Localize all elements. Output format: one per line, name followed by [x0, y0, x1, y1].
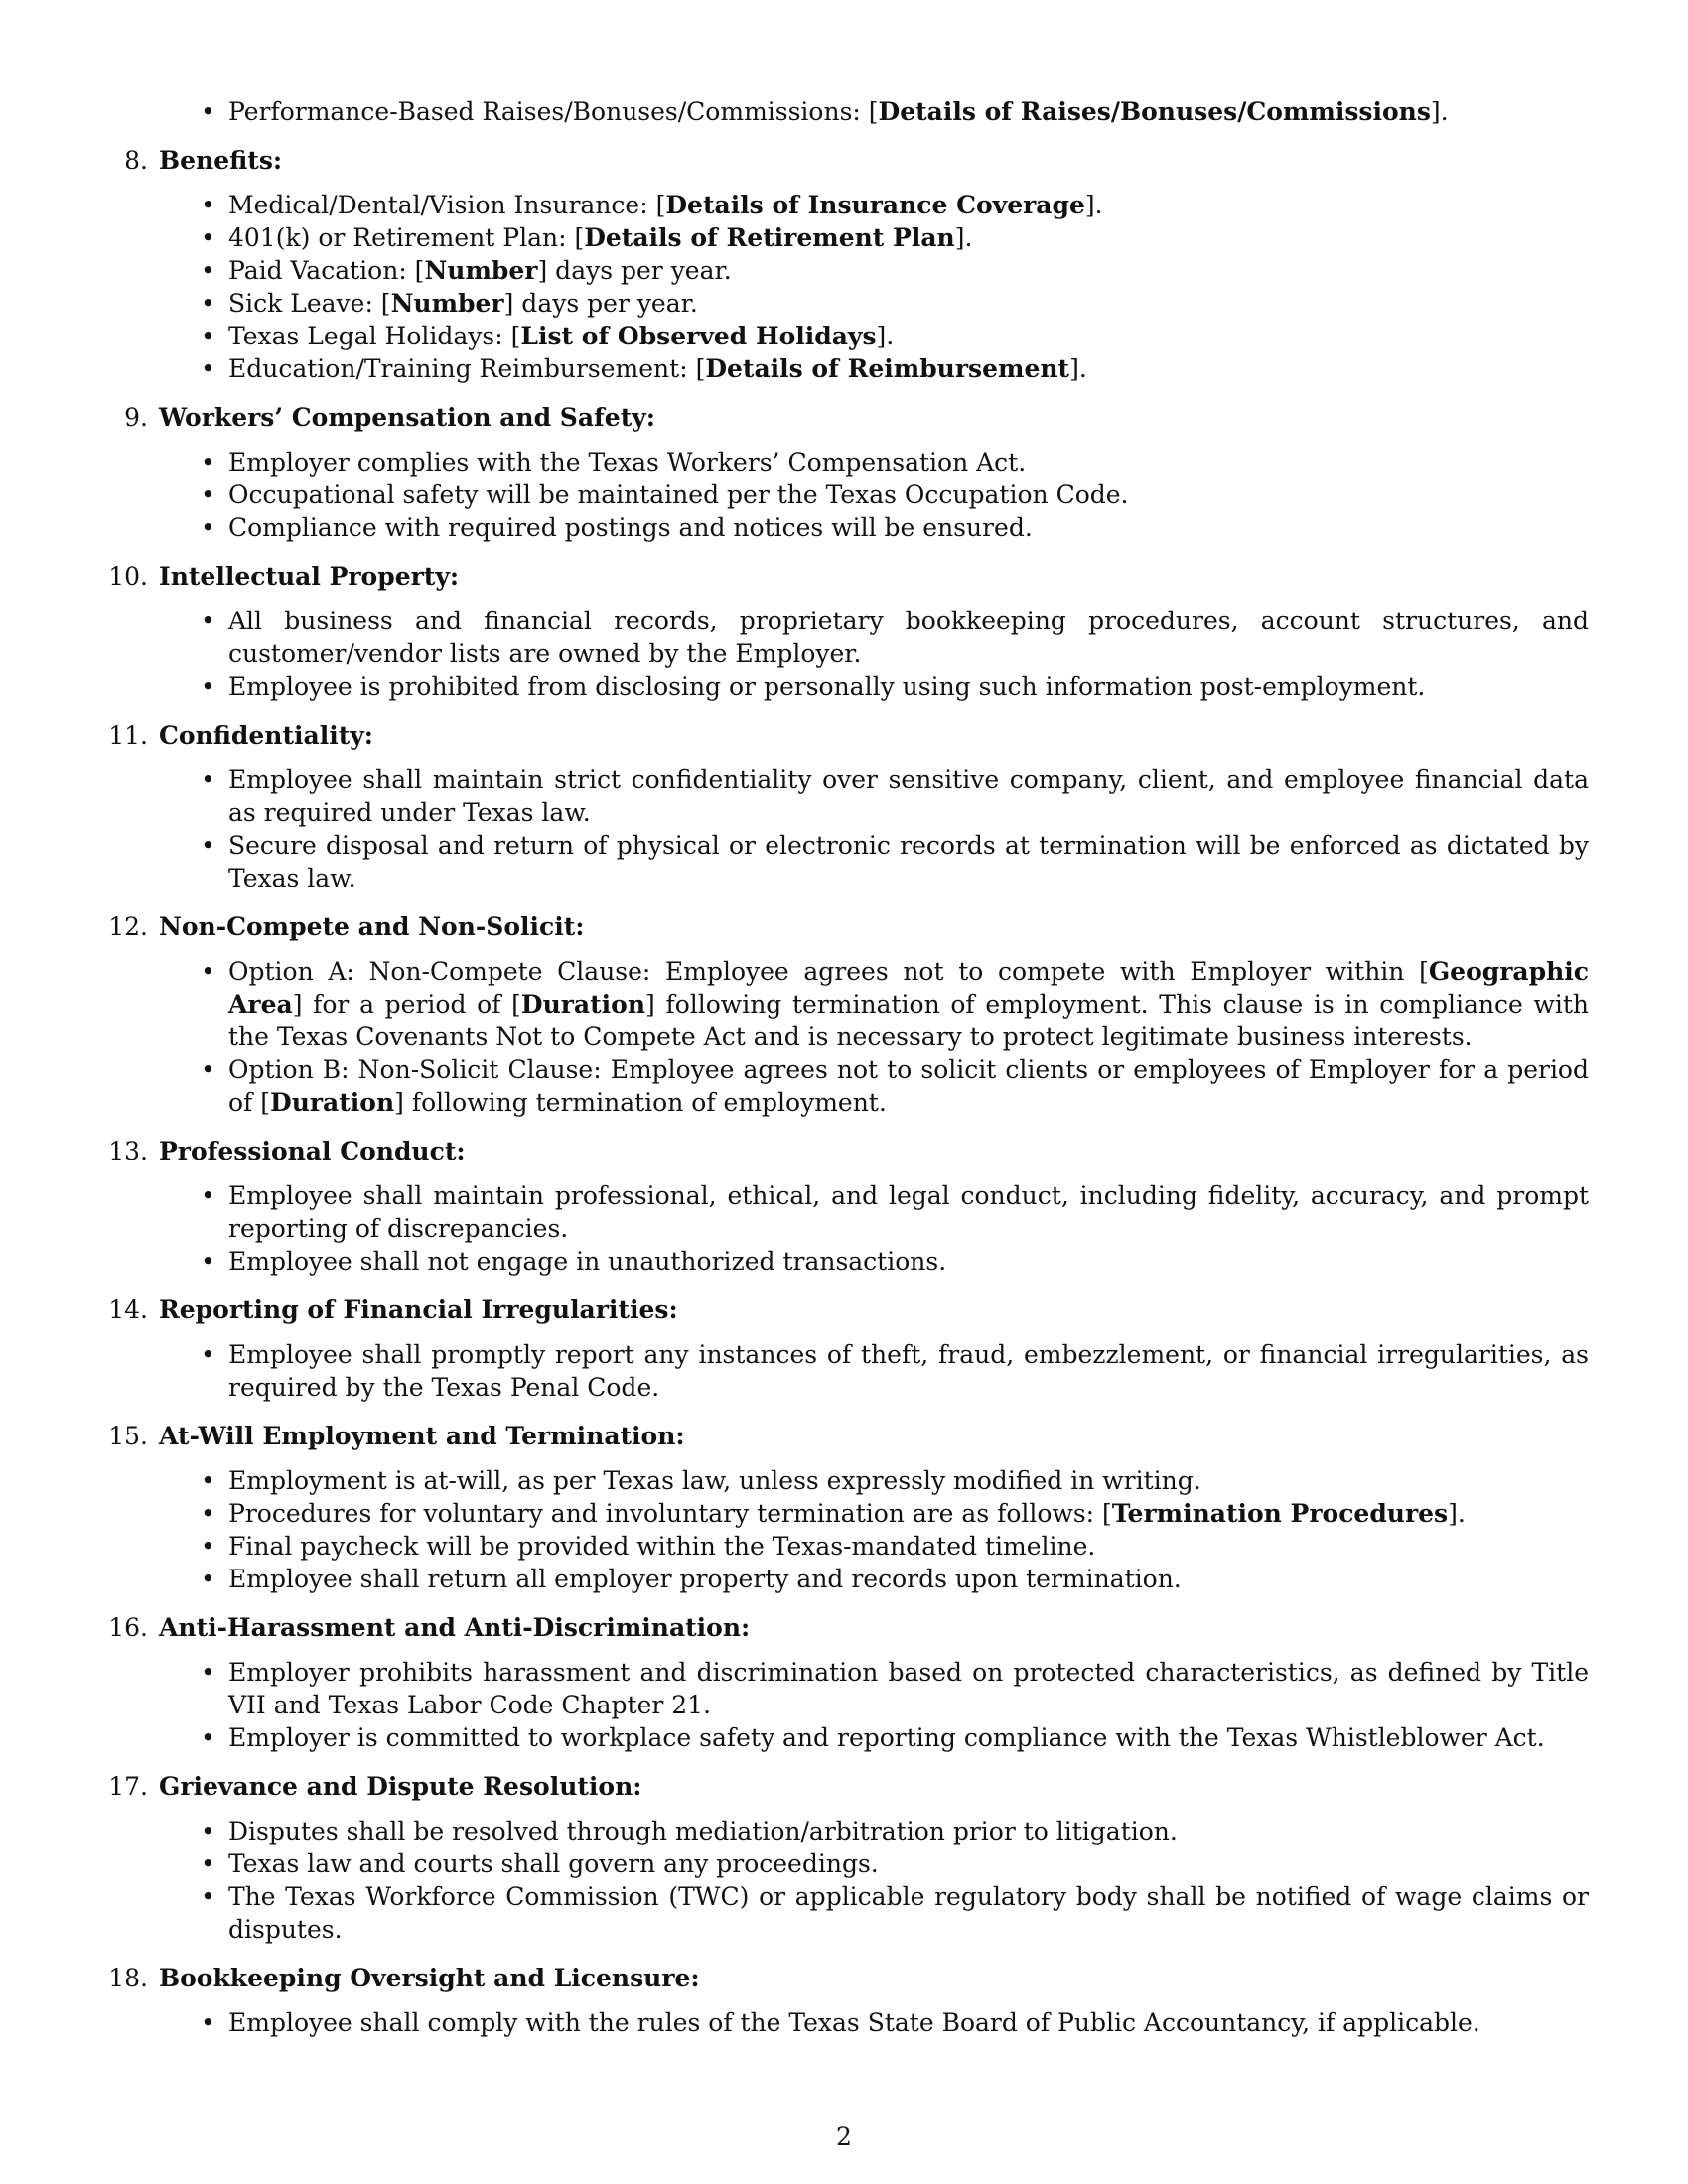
bullet-list [159, 189, 1589, 385]
section-heading [108, 1294, 1589, 1326]
section-heading [108, 560, 1589, 593]
section-professional-conduct [108, 1135, 1589, 1278]
section-title: Benefits: [159, 146, 283, 175]
placeholder-field: Duration [270, 1088, 395, 1117]
bullet-item: • Education/Training Reimbursement: [Details of Reimbursement]. [159, 352, 1589, 385]
bullet-item: • Option A: Non-Compete Clause: Employee agrees not to compete with Employer within [Geographic Area] for a period of [Duration] following termination of employment. This clause is in compliance with the Texas Covenants Not to Compete Act and is necessary to protect legitimate business interests. [159, 955, 1589, 1053]
bullet-item: • 401(k) or Retirement Plan: [Details of Retirement Plan]. [159, 221, 1589, 254]
bullet-item: • Compliance with required postings and notices will be ensured. [159, 511, 1589, 544]
bullet-item: • Employment is at-will, as per Texas law, unless expressly modified in writing. [159, 1464, 1589, 1497]
bullet-item: • Option B: Non-Solicit Clause: Employee agrees not to solicit clients or employees of Employer for a period of [Duration] following termination of employment. [159, 1053, 1589, 1119]
bullet-list [159, 1338, 1589, 1404]
bullet-item: • Texas Legal Holidays: [List of Observed Holidays]. [159, 320, 1589, 352]
placeholder-field: List of Observed Holidays [520, 322, 877, 350]
section-intellectual-property [108, 560, 1589, 703]
bullet-item: • Employee shall promptly report any instances of theft, fraud, embezzlement, or financial irregularities, as required by the Texas Penal Code. [159, 1338, 1589, 1404]
section-at-will-employment [108, 1420, 1589, 1595]
section-heading [108, 1611, 1589, 1644]
section-number: 17. [108, 1772, 148, 1801]
bullet-item: • Employee shall maintain strict confidentiality over sensitive company, client, and employee financial data as required under Texas law. [159, 763, 1589, 829]
placeholder-field: Number [424, 256, 538, 285]
section-confidentiality [108, 719, 1589, 894]
section-title: Grievance and Dispute Resolution: [159, 1772, 642, 1801]
section-bookkeeping-oversight [108, 1962, 1589, 2039]
section-heading [108, 1135, 1589, 1167]
section-heading [108, 1770, 1589, 1803]
bullet-list [159, 605, 1589, 703]
bullet-item: • Employee shall return all employer property and records upon termination. [159, 1563, 1589, 1595]
section-heading [108, 719, 1589, 751]
placeholder-field: Termination Procedures [1111, 1499, 1449, 1528]
section-anti-harassment [108, 1611, 1589, 1754]
bullet-item: • Employee shall maintain professional, ethical, and legal conduct, including fidelity, accuracy, and prompt reporting of discrepancies. [159, 1179, 1589, 1245]
section-non-compete [108, 910, 1589, 1119]
section-number: 15. [108, 1422, 148, 1450]
section-heading [108, 1962, 1589, 1994]
bullet-list [159, 446, 1589, 544]
bullet-item: • Employee shall comply with the rules of the Texas State Board of Public Accountancy, if applicable. [159, 2006, 1589, 2039]
bullet-item: • Paid Vacation: [Number] days per year. [159, 254, 1589, 287]
bullet-text: Performance-Based Raises/Bonuses/Commissions: [ [228, 97, 879, 126]
section-number: 16. [108, 1613, 148, 1642]
section-financial-irregularities [108, 1294, 1589, 1404]
placeholder-field: Number [390, 289, 504, 318]
bullet-item: • Employer is committed to workplace safety and reporting compliance with the Texas Whistleblower Act. [159, 1721, 1589, 1754]
section-title: Reporting of Financial Irregularities: [159, 1296, 678, 1324]
bullet-list [159, 2006, 1589, 2039]
section-title: Confidentiality: [159, 721, 374, 750]
document-body [108, 95, 1589, 2039]
section-title: Anti-Harassment and Anti-Discrimination: [159, 1613, 751, 1642]
section-number: 14. [108, 1296, 148, 1324]
section-title: Workers’ Compensation and Safety: [159, 403, 655, 432]
intro-bullet-list [159, 95, 1589, 128]
bullet-item: • Employer complies with the Texas Workers’ Compensation Act. [159, 446, 1589, 478]
section-title: Non-Compete and Non-Solicit: [159, 912, 585, 941]
section-benefits [124, 144, 1589, 385]
section-number: 8. [124, 146, 148, 175]
bullet-item: • Employer prohibits harassment and discrimination based on protected characteristics, as defined by Title VII and Texas Labor Code Chapter 21. [159, 1656, 1589, 1721]
bullet-list [159, 1179, 1589, 1278]
section-number: 13. [108, 1137, 148, 1165]
bullet-item: • Texas law and courts shall govern any proceedings. [159, 1847, 1589, 1880]
bullet-item: • Final paycheck will be provided within the Texas-mandated timeline. [159, 1530, 1589, 1563]
placeholder-field: Duration [520, 990, 646, 1019]
section-number: 9. [124, 403, 148, 432]
page-number: 2 [836, 2122, 852, 2151]
section-number: 18. [108, 1964, 148, 1992]
bullet-item: • Secure disposal and return of physical or electronic records at termination will be enforced as dictated by Texas law. [159, 829, 1589, 894]
bullet-list [159, 1815, 1589, 1946]
section-number: 11. [108, 721, 148, 750]
bullet-text: ]. [1430, 97, 1449, 126]
section-title: Intellectual Property: [159, 562, 460, 591]
bullet-item: • Employee shall not engage in unauthorized transactions. [159, 1245, 1589, 1278]
section-workers-compensation [124, 401, 1589, 544]
section-heading [108, 910, 1589, 943]
bullet-list [159, 955, 1589, 1119]
bullet-item: • Occupational safety will be maintained per the Texas Occupation Code. [159, 478, 1589, 511]
bullet-item: • All business and financial records, proprietary bookkeeping procedures, account structures, and customer/vendor lists are owned by the Employer. [159, 605, 1589, 670]
placeholder-field: Details of Raises/Bonuses/Commissions [878, 97, 1431, 126]
section-title: Bookkeeping Oversight and Licensure: [159, 1964, 700, 1992]
bullet-item: • The Texas Workforce Commission (TWC) or applicable regulatory body shall be notified of wage claims or disputes. [159, 1880, 1589, 1946]
bullet-item: • Disputes shall be resolved through mediation/arbitration prior to litigation. [159, 1815, 1589, 1847]
section-grievance [108, 1770, 1589, 1946]
section-number: 12. [108, 912, 148, 941]
bullet-item: • Procedures for voluntary and involuntary termination are as follows: [Termination Procedures]. [159, 1497, 1589, 1530]
bullet-item: • Employee is prohibited from disclosing or personally using such information post-employment. [159, 670, 1589, 703]
placeholder-field: Details of Reimbursement [705, 354, 1070, 383]
bullet-item: • Medical/Dental/Vision Insurance: [Details of Insurance Coverage]. [159, 189, 1589, 221]
placeholder-field: Details of Retirement Plan [584, 223, 955, 252]
bullet-item: • Sick Leave: [Number] days per year. [159, 287, 1589, 320]
bullet-item [159, 95, 1589, 128]
section-title: At-Will Employment and Termination: [159, 1422, 685, 1450]
bullet-list [159, 1656, 1589, 1754]
placeholder-field: Geographic Area [228, 957, 1589, 1019]
bullet-list [159, 763, 1589, 894]
section-heading [124, 144, 1589, 177]
section-title: Professional Conduct: [159, 1137, 466, 1165]
placeholder-field: Details of Insurance Coverage [665, 191, 1085, 219]
bullet-list [159, 1464, 1589, 1595]
section-number: 10. [108, 562, 148, 591]
section-heading [108, 1420, 1589, 1452]
section-heading [124, 401, 1589, 434]
